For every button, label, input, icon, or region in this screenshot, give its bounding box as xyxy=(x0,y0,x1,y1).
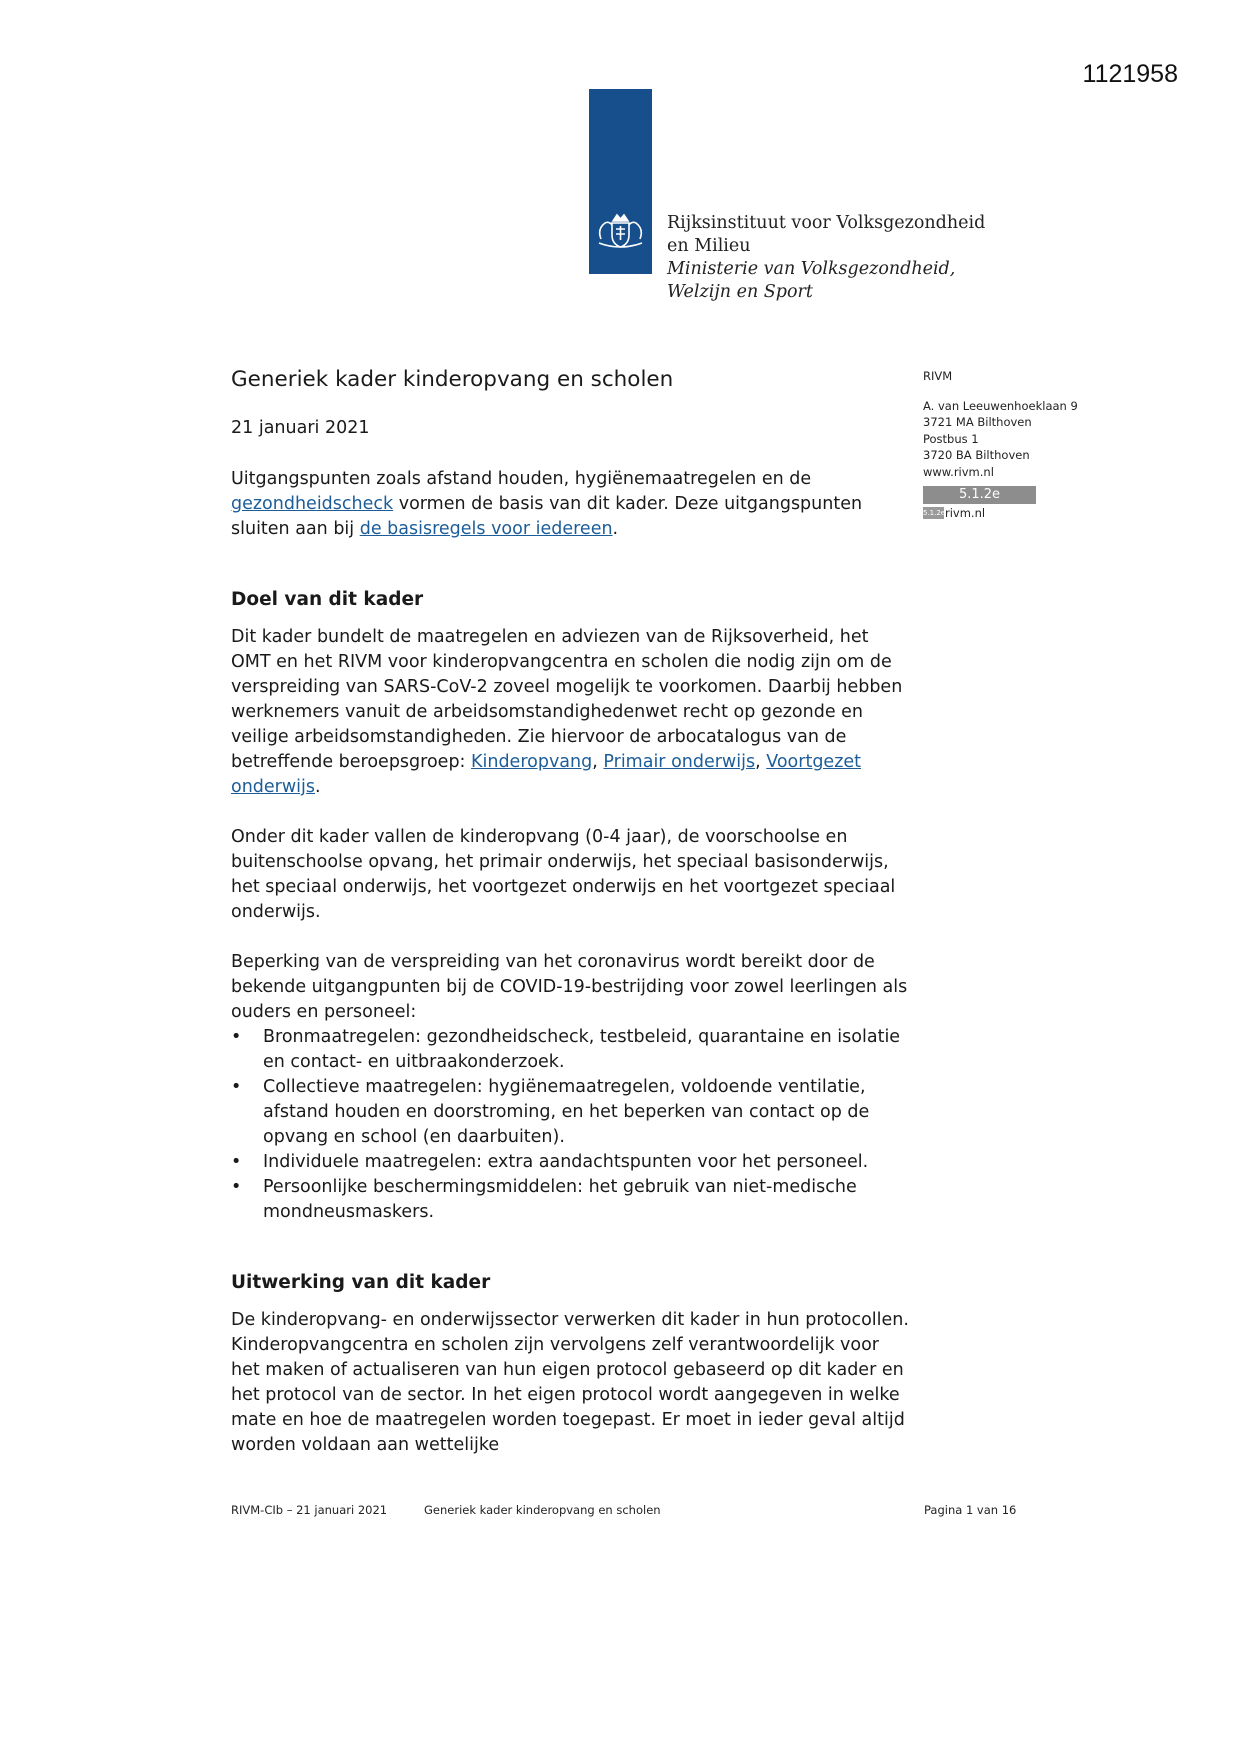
list-item: • Bronmaatregelen: gezondheidscheck, testbeleid, quarantaine en isolatie en contact- en uitbraakonderzoek. xyxy=(263,1025,911,1075)
org-line-1: Rijksinstituut voor Volksgezondheid xyxy=(667,213,986,233)
sender-address-block xyxy=(923,368,1123,522)
coat-of-arms-icon xyxy=(593,207,648,251)
org-line-2: en Milieu xyxy=(667,236,751,256)
document-body xyxy=(231,366,911,1483)
section-heading-uitwerking: Uitwerking van dit kader xyxy=(231,1272,491,1293)
address-line-4: 3720 BA Bilthoven xyxy=(923,448,1030,462)
section-heading-doel: Doel van dit kader xyxy=(231,589,424,610)
separator-1: , xyxy=(592,752,604,772)
document-date: 21 januari 2021 xyxy=(231,418,370,438)
email-line xyxy=(923,504,1123,522)
page-number: Pagina 1 van 16 xyxy=(924,1503,1017,1517)
section1-paragraph-2: Onder dit kader vallen de kinderopvang (0-4 jaar), de voorschoolse en buitenschoolse opvang, het primair onderwijs, het speciaal basisonderwijs, het speciaal onderwijs, het voortgezet onderwijs en het voortgezet speciaal onderwijs. xyxy=(231,827,896,922)
section1-p1-end: . xyxy=(315,777,321,797)
address-line-1: A. van Leeuwenhoeklaan 9 xyxy=(923,398,1078,413)
intro-text-3: . xyxy=(612,519,619,539)
email-suffix: rivm.nl xyxy=(945,505,986,520)
section1-p1-text: Dit kader bundelt de maatregelen en adviezen van de Rijksoverheid, het OMT en het RIVM voor kinderopvangcentra en scholen die nodig zijn om de verspreiding van SARS-CoV-2 zoveel mogelijk te voorkomen. Daarbij hebben werknemers vanuit de arbeidsomstandighedenwet recht op gezonde en veilige arbeidsomstandigheden. Zie hiervoor de arbocatalogus van de betreffende beroepsgroep: xyxy=(231,627,903,772)
document-title: Generiek kader kinderopvang en scholen xyxy=(231,367,674,392)
list-item: • Persoonlijke beschermingsmiddelen: het gebruik van niet-medische mondneusmaskers. xyxy=(263,1175,911,1225)
link-primair-onderwijs[interactable]: Primair onderwijs xyxy=(603,752,756,772)
link-gezondheidscheck[interactable]: gezondheidscheck xyxy=(231,494,394,514)
org-line-4: Welzijn en Sport xyxy=(667,282,813,302)
org-line-3: Ministerie van Volksgezondheid, xyxy=(667,259,956,279)
website: www.rivm.nl xyxy=(923,464,994,479)
intro-text-1: Uitgangspunten zoals afstand houden, hygiënemaatregelen en de xyxy=(231,469,812,489)
document-number: 1121958 xyxy=(1082,60,1178,88)
link-basisregels[interactable]: de basisregels voor iedereen xyxy=(359,519,613,539)
address-line-3: Postbus 1 xyxy=(923,431,979,446)
redaction-box: 5.1.2e xyxy=(923,486,1036,504)
list-item: • Individuele maatregelen: extra aandachtspunten voor het personeel. xyxy=(263,1150,911,1175)
organisation-name xyxy=(667,212,985,304)
footer-title: Generiek kader kinderopvang en scholen xyxy=(424,1503,661,1517)
link-kinderopvang[interactable]: Kinderopvang xyxy=(471,752,593,772)
measures-list xyxy=(231,1025,911,1225)
section2-paragraph-1: De kinderopvang- en onderwijssector verwerken dit kader in hun protocollen. Kinderopvangcentra en scholen zijn vervolgens zelf verantwoordelijk voor het maken of actualiseren van hun eigen protocol gebaseerd op dit kader en het protocol van de sector. In het eigen protocol wordt aangegeven in welke mate en hoe de maatregelen worden toegepast. Er moet in ieder geval altijd worden voldaan aan wettelijke xyxy=(231,1310,909,1455)
intro-paragraph xyxy=(231,467,911,542)
separator-2: , xyxy=(755,752,767,772)
address-line-2: 3721 MA Bilthoven xyxy=(923,415,1032,429)
link-voortgezet-onderwijs[interactable]: Voortgezet onderwijs xyxy=(231,752,862,797)
redaction-small: 5.1.2e xyxy=(923,509,946,517)
sender-name: RIVM xyxy=(923,369,953,383)
rijksoverheid-logo xyxy=(589,89,652,274)
section1-paragraph-1 xyxy=(231,625,911,800)
footer-left: RIVM-CIb – 21 januari 2021 xyxy=(231,1503,388,1517)
section1-paragraph-3: Beperking van de verspreiding van het coronavirus wordt bereikt door de bekende uitgangpunten bij de COVID-19-bestrijding voor zowel leerlingen als ouders en personeel: xyxy=(231,952,908,1022)
list-item: • Collectieve maatregelen: hygiënemaatregelen, voldoende ventilatie, afstand houden en doorstroming, en het beperken van contact op de opvang en school (en daarbuiten). xyxy=(263,1075,911,1150)
intro-text-2: vormen de basis van dit kader. Deze uitgangspunten sluiten aan bij xyxy=(231,494,863,539)
